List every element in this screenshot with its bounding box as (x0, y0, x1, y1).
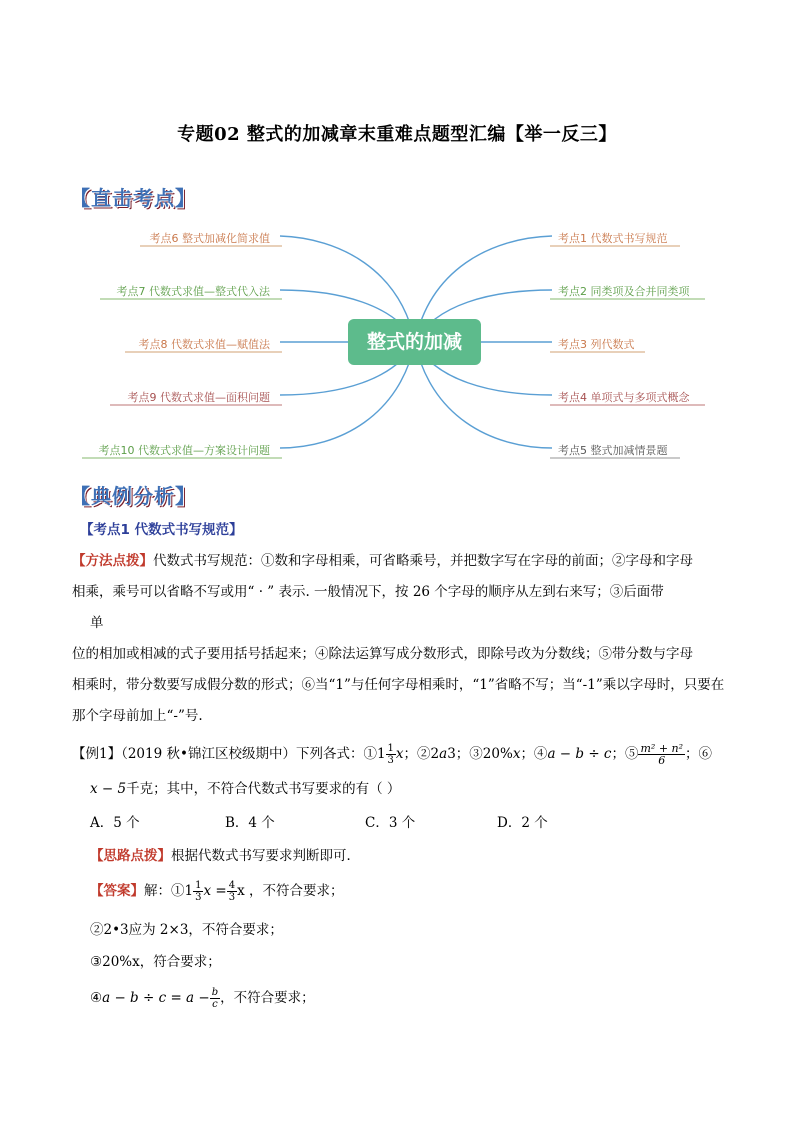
mindmap-node-left-5: 考点10 代数式求值—方案设计问题 (98, 444, 270, 457)
answer-line-2: ②2•3应为 2×3，不符合要求； (90, 922, 283, 938)
example-prefix: 【例1】（2019 秋•锦江区校级期中）下列各式：① (72, 746, 377, 762)
answer-1-frac-a (193, 880, 203, 903)
item6-expr: x − 5 (90, 781, 127, 797)
answer-1-whole: 1 (184, 883, 194, 899)
mindmap-node-right-2: 考点2 同类项及合并同类项 (558, 285, 690, 298)
section-heading-key-points: 【直击考点】 (70, 186, 196, 210)
method-tag: 【方法点拨】 (72, 553, 153, 569)
item3: 3；③20% (447, 746, 513, 762)
mindmap-node-left-4: 考点9 代数式求值—面积问题 (127, 391, 270, 404)
option-b: B．4 个 (225, 815, 275, 831)
method-line-2: 相乘，乘号可以省略不写或用“ · ” 表示. 一般情况下，按 26 个字母的顺序从左到右来写；③后面带 (72, 584, 664, 600)
answer-1-num2: 4 (228, 880, 236, 891)
example-1 (72, 743, 752, 766)
item4-sep: ；④ (520, 746, 548, 762)
answer-line-4 (90, 985, 315, 1011)
method-line-5: 相乘时，带分数要写成假分数的形式；⑥当“1”与任何字母相乘时，“1”省略不写；当“-1”乘以字母时，只要在 (72, 677, 725, 693)
item5-den: 6 (658, 754, 666, 767)
item2: ；②2 (403, 746, 440, 762)
mindmap-node-right-3: 考点3 列代数式 (558, 338, 635, 351)
hint-tag: 【思路点拨】 (90, 848, 171, 864)
answer-4-expr: a − b ÷ c = a − (102, 990, 210, 1006)
answer-4-den: c (212, 999, 218, 1010)
example-line-2 (90, 778, 400, 800)
mindmap-node-left-3: 考点8 代数式求值—赋值法 (138, 338, 270, 351)
mindmap-node-right-1: 考点1 代数式书写规范 (558, 232, 668, 245)
item4-expr: a − b ÷ c (547, 746, 612, 762)
mindmap-center-node: 整式的加减 (348, 319, 481, 365)
item5-sep: ；⑤ (611, 746, 639, 762)
item2-a: a (439, 746, 448, 762)
mindmap-node-right-4: 考点4 单项式与多项式概念 (558, 391, 690, 404)
item1-var: x (395, 746, 404, 762)
answer-1-den2: 3 (228, 892, 236, 903)
answer-1-frac-b (227, 880, 237, 903)
answer-tag: 【答案】 (90, 883, 144, 899)
answer-1-den: 3 (195, 892, 202, 903)
answer-4-lead: ④ (90, 990, 103, 1006)
method-line-3: 单 (90, 615, 104, 631)
hint-text: 根据代数式书写要求判断即可． (171, 848, 360, 864)
answer-1-tail: x ，不符合要求； (237, 883, 344, 899)
method-text-1: 代数式书写规范：①数和字母相乘，可省略乘号，并把数字写在字母的前面；②字母和字母 (153, 553, 693, 569)
option-c: C．3 个 (365, 815, 416, 831)
answer-4-num: b (211, 987, 219, 998)
answer-4-frac (210, 987, 220, 1010)
example-question: 千克；其中，不符合代数式书写要求的有（ ） (126, 781, 401, 797)
item1-num: 1 (387, 743, 394, 754)
mindmap-node-left-1: 考点6 整式加减化简求值 (149, 232, 270, 245)
answer-line-1 (90, 878, 343, 904)
item5-fraction (638, 743, 685, 766)
mindmap-node-left-2: 考点7 代数式求值—整式代入法 (116, 285, 270, 298)
method-line-4: 位的相加或相减的式子要用括号括起来；④除法运算写成分数形式，即除号改为分数线；⑤带分数与字母 (72, 646, 693, 662)
answer-1-num: 1 (195, 880, 202, 891)
method-line-1 (72, 546, 732, 577)
item3-var: x (512, 746, 521, 762)
item1-den: 3 (387, 755, 394, 766)
method-line-6: 那个字母前加上“-”号. (72, 708, 203, 724)
answer-lead: 解：① (144, 883, 185, 899)
section-heading-examples: 【典例分析】 (70, 484, 196, 508)
option-a: A．5 个 (90, 815, 140, 831)
item6-sep: ；⑥ (685, 746, 713, 762)
hint-line (90, 845, 360, 867)
page-title: 专题02 整式的加减章末重难点题型汇编【举一反三】 (177, 124, 617, 145)
answer-1-mid: x = (203, 883, 227, 899)
option-d: D．2 个 (497, 815, 548, 831)
topic-heading: 【考点1 代数式书写规范】 (80, 522, 243, 538)
method-paragraph (72, 546, 732, 732)
answer-line-3: ③20%x，符合要求； (90, 954, 221, 970)
item5-num: m² + n² (640, 742, 684, 755)
answer-4-tail: ，不符合要求； (220, 990, 315, 1006)
item1-fraction (386, 743, 396, 766)
item1-whole: 1 (376, 746, 386, 762)
mindmap-node-right-5: 考点5 整式加减情景题 (558, 444, 668, 457)
